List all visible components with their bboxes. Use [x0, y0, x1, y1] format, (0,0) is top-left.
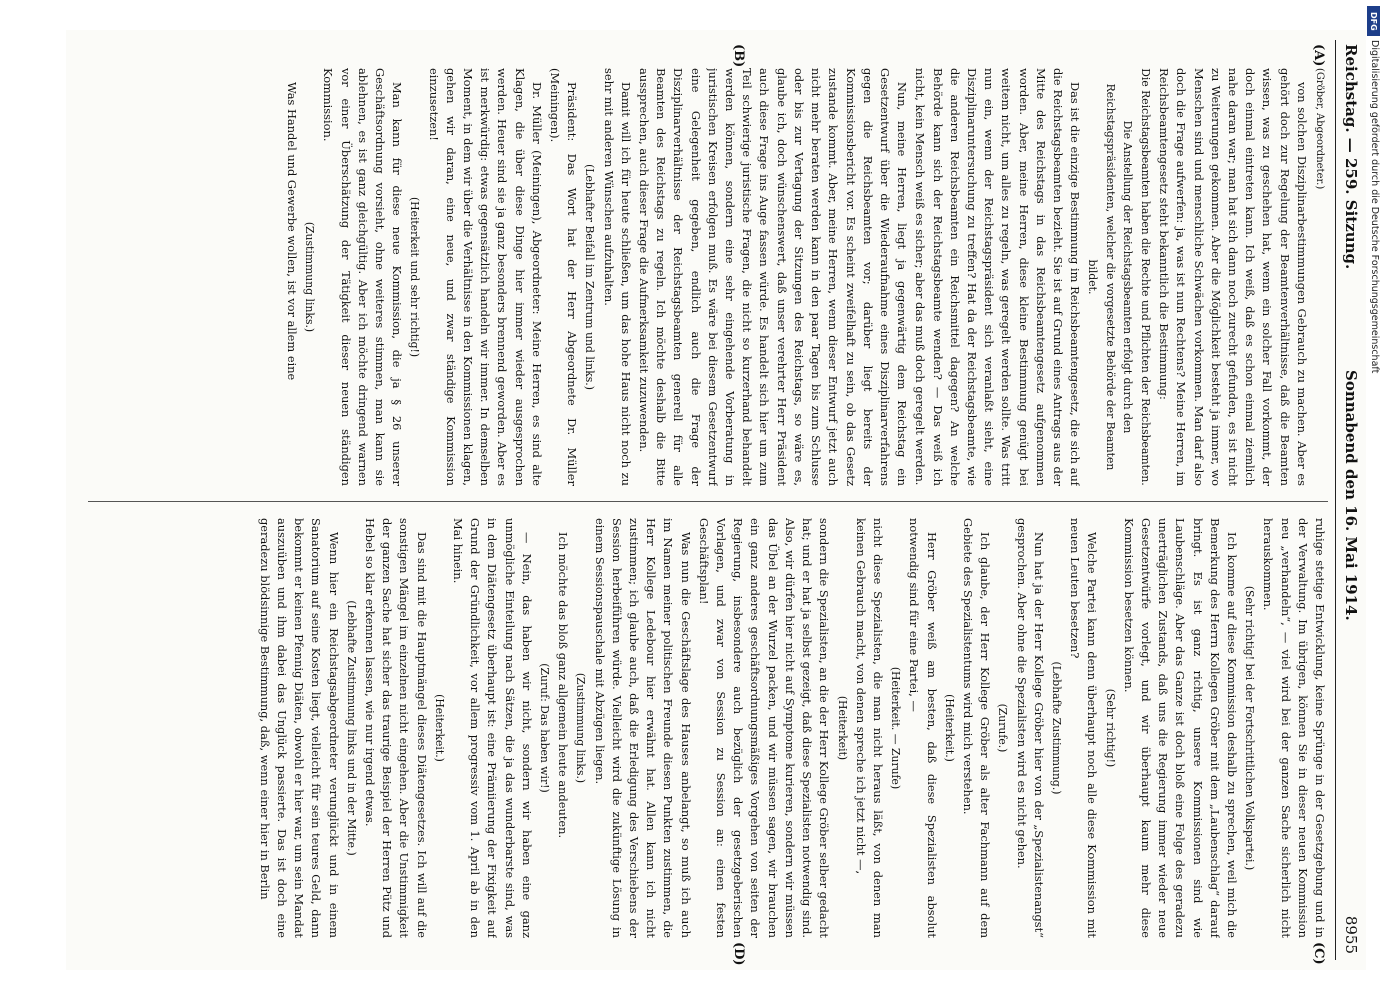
- paragraph: Nun, meine Herren, liegt ja gegenwärtig dem Reichstag ein Gesetzentwurf über die Wiederaufnahme eines Disziplinarverfahrens gegen die Reichsbeamten vor; darüber liegt bereits der Kommissionsbericht vor. Es scheint zweifelhaft zu sein, ob das Gesetz zustande kommt. Aber, meine Herren, wenn dieser Entwurf jetzt auch nicht mehr beraten werden kann in den paar Tagen bis zum Schlusse oder bis zur Vertagung der Sitzungen des Reichstags, so wäre es, glaube ich, doch wünschenswert, daß unser verehrter Herr Präsident auch diese Frage ins Auge fassen würde. Es handelt sich hier um zum Teil schwierige juristische Fragen, die nicht so kurzerhand behandelt werden können, sondern eine sehr eingehende Vorberatung in juristischen Kreisen erfolgen muß. Es wäre bei diesem Gesetzentwurf eine Gelegenheit gegeben, endlich auch die Frage der Disziplinarverhältnisse der Reichstagsbeamten generell für alle Beamten des Reichstags zu regeln. Ich möchte deshalb die Bitte aussprechen, auch dieser Frage die Aufmerksamkeit zuzuwenden.: [637, 68, 910, 486]
- text-column-right: [83, 518, 1328, 938]
- interjection: (Lebhafte Zustimmung links und in der Mitte.): [344, 600, 358, 856]
- paragraph: ruhige stetige Entwicklung, keine Sprünge in der Gesetzgebung und in der Verwaltung. Im übrigen, können Sie in dieser neuen Kommission neu „verhandeln“, — viel wird bei der ganzen Sache sicherlich nicht herauskommen.: [1261, 518, 1327, 938]
- paragraph: Wenn hier ein Reichstagsabgeordneter verunglückt und in einem Sanatorium auf seine Kosten liegt, vielleicht für sein teures Geld, dann bekommt er keinen Pfennig Diäten, obwohl er hier war, um sein Mandat auszuüben und ihm dabei das Unglück passierte. Das ist doch eine geradezu blödsinnige Bestimmung, daß, wenn einer hier in Berlin: [257, 518, 341, 938]
- interjection: (Sehr richtig! bei der Fortschrittlichen Volkspartei.): [1243, 585, 1257, 871]
- column-divider: [88, 501, 1328, 502]
- page-header: [1336, 30, 1360, 970]
- document-page: [66, 30, 1366, 970]
- paragraph: Dr. Müller (Meiningen), Abgeordneter: Meine Herren, es sind alte Klagen, die über diese Dinge hier immer wieder ausgesprochen werden. Heuer sind sie ja ganz besonders brennend geworden. Aber es ist merkwürdig: etwas gegensätzlich handeln wir immer. In demselben Moment, in dem wir über die Verhältnisse in den Kommissionen klagen, gehen wir daran, eine neue, und zwar ständige Kommission einzusetzen!: [426, 68, 544, 486]
- paragraph: Das sind mit die Hauptmängel dieses Diätengesetzes. Ich will auf die sonstigen Mängel im einzelnen nicht eingehen. Aber die Unstimmigkeit der ganzen Sache hat sicher das traurige Beispiel der Herren Pütz und Hebel so klar erkennen lassen, wie nur irgend etwas.: [363, 518, 429, 938]
- paragraph: Damit will ich für heute schließen, um das hohe Haus nicht noch zu sehr mit anderen Wünschen aufzuhalten.: [601, 68, 633, 486]
- interjection: (Heiterkeit. — Zurufe): [889, 666, 903, 790]
- paragraph: (Gröber, Abgeordneter.): [1314, 68, 1325, 190]
- margin-mark-c: (C): [1311, 942, 1326, 965]
- interjection: (Sehr richtig!): [1103, 688, 1117, 768]
- interjection: (Zurufe.): [996, 703, 1010, 753]
- paragraph: von solchen Disziplinarbestimmungen Gebrauch zu machen. Aber es gehört doch zur Regelung der Beamtenverhältnisse, daß die Beamten wissen, was zu geschehen hat, wenn ein solcher Fall vorkommt, der doch einmal eintreten kann. Ich weiß, daß es schon einmal ziemlich nahe daran war; man hat sich dann noch zurecht gefunden, es ist nicht zu Weiterungen gekommen. Aber die Möglichkeit besteht ja immer, wo Menschen sind und menschliche Schwächen vorkommen. Man darf also doch die Frage aufwerfen: ja, was ist nun Rechtens? Meine Herren, im Reichsbeamtengesetz steht bekanntlich die Bestimmung:: [1157, 68, 1309, 486]
- interjection: (Heiterkeit und sehr richtig!): [408, 196, 422, 358]
- digitization-credit: Digitalisierung gefördert durch die Deutsche Forschungsgemeinschaft: [1369, 40, 1380, 374]
- interjection: (Zustimmung links.): [574, 672, 588, 784]
- paragraph: Nun hat ja der Herr Kollege Gröber hier von der „Spezialistenangst“ gesprochen. Aber ohne die Spezialisten wird es nicht gehen.: [1014, 518, 1046, 938]
- text-column-left: [83, 68, 1328, 486]
- margin-mark-d: (D): [731, 942, 746, 966]
- paragraph: Ich komme auf diese Kommission deshalb zu sprechen, weil mich die Bemerkung des Herrn Kollegen Gröber mit dem „Laubenschlag“ darauf bringt. Es ist ganz richtig, unsere Kommissionen sind wie Laubenschläge. Aber das Ganze ist doch bloß eine Folge des geradezu unerträglichen Zustands, daß uns die Regierung immer wieder neue Gesetzentwürfe vorlegt, und wir überhaupt kaum mehr diese Kommission besetzen können.: [1121, 518, 1239, 938]
- header-session: Reichstag. — 259. Sitzung.: [1342, 44, 1360, 270]
- paragraph: Man kann für diese neue Kommission, die ja § 26 unserer Geschäftsordnung vorsieht, ohne weiteres stimmen, man kann sie ablehnen, es ist ganz gleichgültig. Aber ich möchte dringend warnen vor einer Überschätzung der Tätigkeit dieser neuen ständigen Kommission.: [321, 68, 405, 486]
- paragraph: sondern die Spezialisten, an die der Herr Kollege Gröber selber gedacht hat; und er hat ja selbst gezeigt, daß diese Spezialisten notwendig sind. Also, wir dürfen hier nicht auf Symptome kurieren, sondern wir müssen das Übel an der Wurzel packen, und wir müssen sagen, wir brauchen ein ganz anderes geschäftsordnungsmäßiges Vorgehen von seiten der Regierung, insbesondere auch bezüglich der gesetzgeberischen Vorlagen, und zwar von Session zu Session an: einen festen Geschäftsplan!: [696, 518, 832, 938]
- page-number: 8955: [1342, 915, 1360, 954]
- paragraph: Herr Gröber weiß am besten, daß diese Spezialisten absolut notwendig sind für eine Partei, —: [907, 518, 939, 938]
- interjection: (Lebhafte Zustimmung.): [1049, 661, 1063, 795]
- interjection: (Heiterkeit.): [942, 694, 956, 762]
- dfg-logo: DFG: [1367, 6, 1380, 36]
- interjection: (Lebhafter Beifall im Zentrum und links.): [583, 164, 597, 390]
- paragraph: Präsident: Das Wort hat der Herr Abgeordnete Dr. Müller (Meiningen).: [548, 68, 580, 486]
- paragraph: nicht diese Spezialisten, die man nicht heraus läßt, von denen man keinen Gebrauch macht, von denen spreche ich jetzt nicht —,: [853, 518, 885, 938]
- paragraph: — Nein, das haben wir nicht, sondern wir haben eine ganz unmögliche Einteilung nach Sätzen, die ja das wunderbarste sind, was in dem Diätengesetz überhaupt ist: eine Prämiierung der Fixigkeit auf Grund der Gründlichkeit, vor allem progressiv vom 1. April ab in den Mai hinein.: [451, 518, 534, 938]
- paragraph: Welche Partei kann denn überhaupt noch alle diese Kommission mit neuen Leuten besetzen?: [1068, 518, 1100, 938]
- header-rule: [1335, 40, 1336, 960]
- paragraph: Was nun die Geschäftslage des Hauses anbelangt, so muß ich auch im Namen meiner politischen Freunde diesen Punkten zustimmen, die Herr Kollege Ledebour hier erwähnt hat. Allen kann ich nicht zustimmen; ich glaube auch, daß die Erledigung des Verschiebens der Session herbeiführen würde. Vielleicht wird die zukünftige Lösung in einem Sessionspauschale mit Abzügen liegen.: [592, 518, 693, 938]
- interjection: (Heiterkeit.): [432, 694, 446, 762]
- margin-mark-b: (B): [731, 44, 746, 68]
- interjection: (Zuruf: Das haben wir!): [538, 663, 552, 793]
- paragraph: Das ist die einzige Bestimmung im Reichsbeamtengesetz, die sich auf die Reichstagsbeamten bezieht. Sie ist auf Grund eines Antrags aus der Mitte des Reichstags in das Reichsbeamtengesetz aufgenommen worden. Aber, meine Herren, diese kleine Bestimmung genügt bei weitem nicht, um alles zu regeln, was geregelt werden sollte. Was tritt nun ein, wenn der Reichstagspräsident sich veranlaßt sieht, eine Disziplinaruntersuchung zu treffen? Hat da der Reichstagsbeamte, wie die anderen Reichsbeamten ein Reichsmittel dagegen? An welche Behörde kann sich der Reichstagsbeamte wenden? — Das weiß ich nicht, kein Mensch weiß es sicher; aber das muß doch geregelt werden.: [913, 68, 1083, 486]
- paragraph: Ich möchte das bloß ganz allgemein heute andeuten.: [556, 532, 571, 839]
- paragraph: Was Handel und Gewerbe wollen, ist vor allem eine: [285, 82, 300, 381]
- interjection: (Heiterkeit): [835, 695, 849, 761]
- header-date: Sonnabend den 16. Mai 1914.: [1342, 370, 1360, 621]
- interjection: (Zustimmung links.): [303, 221, 317, 333]
- margin-mark-a: (A): [1311, 44, 1326, 67]
- paragraph: Ich glaube, der Herr Kollege Gröber als alter Fachmann auf dem Gebiete des Spezialistentums wird mich verstehen.: [960, 518, 993, 938]
- interjection: Die Anstellung der Reichstagsbeamten erfolgt durch den Reichstagspräsidenten, welcher die vorgesetzte Behörde der Beamten bildet.: [1086, 83, 1134, 471]
- interjection: Die Reichstagsbeamten haben die Rechte und Pflichten der Reichsbeamten.: [1138, 68, 1152, 486]
